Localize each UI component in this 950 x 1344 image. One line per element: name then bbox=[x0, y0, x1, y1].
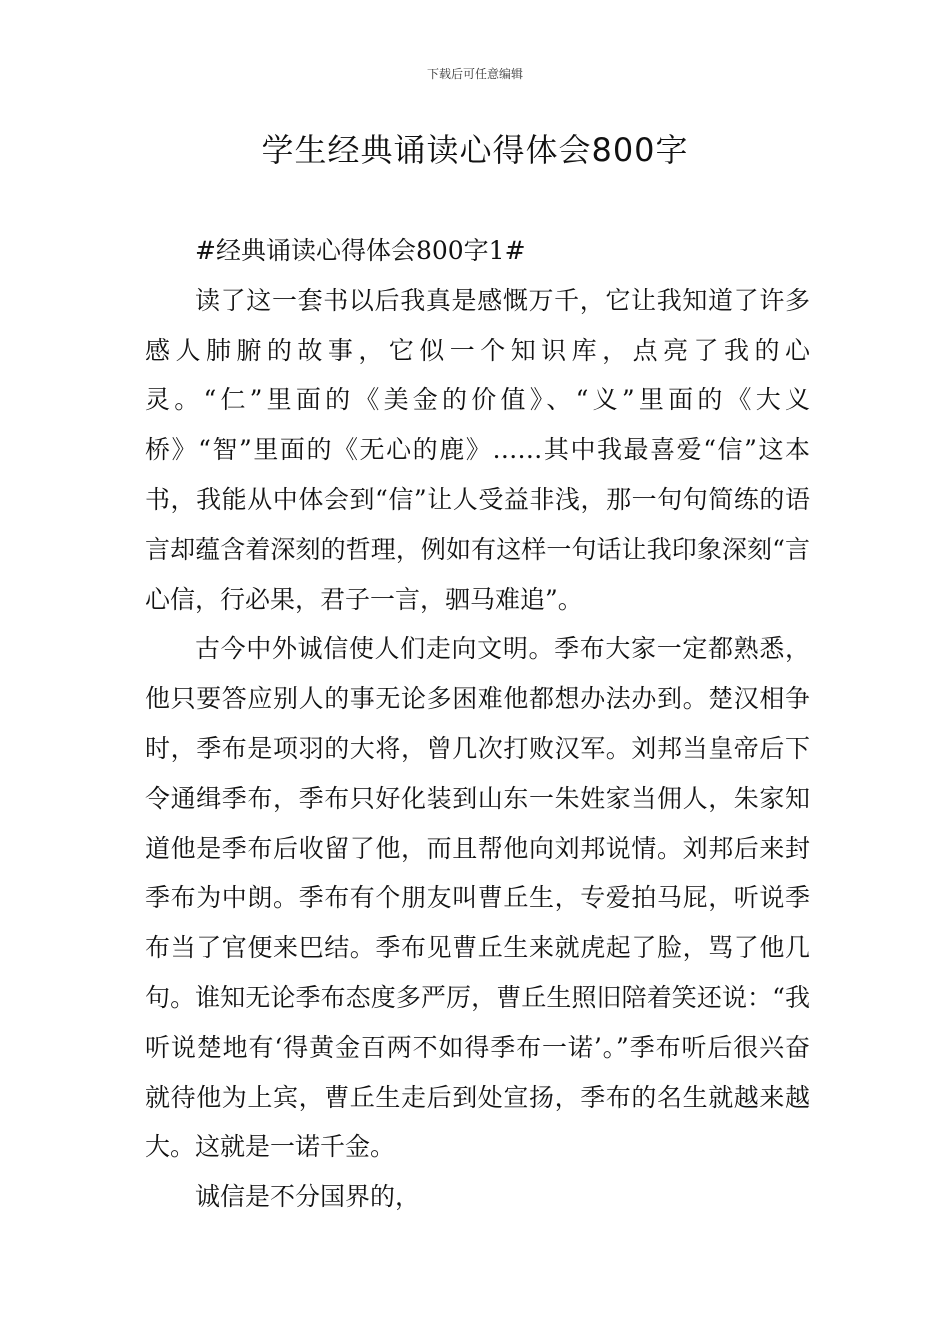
paragraph: 古今中外诚信使人们走向文明。季布大家一定都熟悉，他只要答应别人的事无论多困难他都想办法办到。楚汉相争时，季布是项羽的大将，曾几次打败汉军。刘邦当皇帝后下令通缉季布，季布只好化装到山东一朱姓家当佣人，朱家知道他是季布后收留了他，而且帮他向刘邦说情。刘邦后来封季布为中朗。季布有个朋友叫曹丘生，专爱拍马屁，听说季布当了官便来巴结。季布见曹丘生来就虎起了脸，骂了他几句。谁知无论季布态度多严厉，曹丘生照旧陪着笑还说：“我听说楚地有‘得黄金百两不如得季布一诺’。”季布听后很兴奋就待他为上宾，曹丘生走后到处宣扬，季布的名生就越来越大。这就是一诺千金。 bbox=[145, 634, 810, 1162]
section-heading: #经典诵读心得体会800字1# bbox=[195, 236, 526, 265]
paragraph: 诚信是不分国界的， bbox=[195, 1182, 421, 1212]
header-note: 下载后可任意编辑 bbox=[426, 67, 523, 81]
document-body bbox=[145, 226, 810, 1222]
document-title: 学生经典诵读心得体会800字 bbox=[261, 131, 689, 169]
paragraph: 读了这一套书以后我真是感慨万千，它让我知道了许多感人肺腑的故事，它似一个知识库，点亮了我的心灵。“仁”里面的《美金的价值》、“义”里面的《大义桥》“智”里面的《无心的鹿》……其中我最喜爱“信”这本书，我能从中体会到“信”让人受益非浅，那一句句简练的语言却蕴含着深刻的哲理，例如有这样一句话让我印象深刻“言心信，行必果，君子一言，驷马难追”。 bbox=[145, 285, 810, 614]
